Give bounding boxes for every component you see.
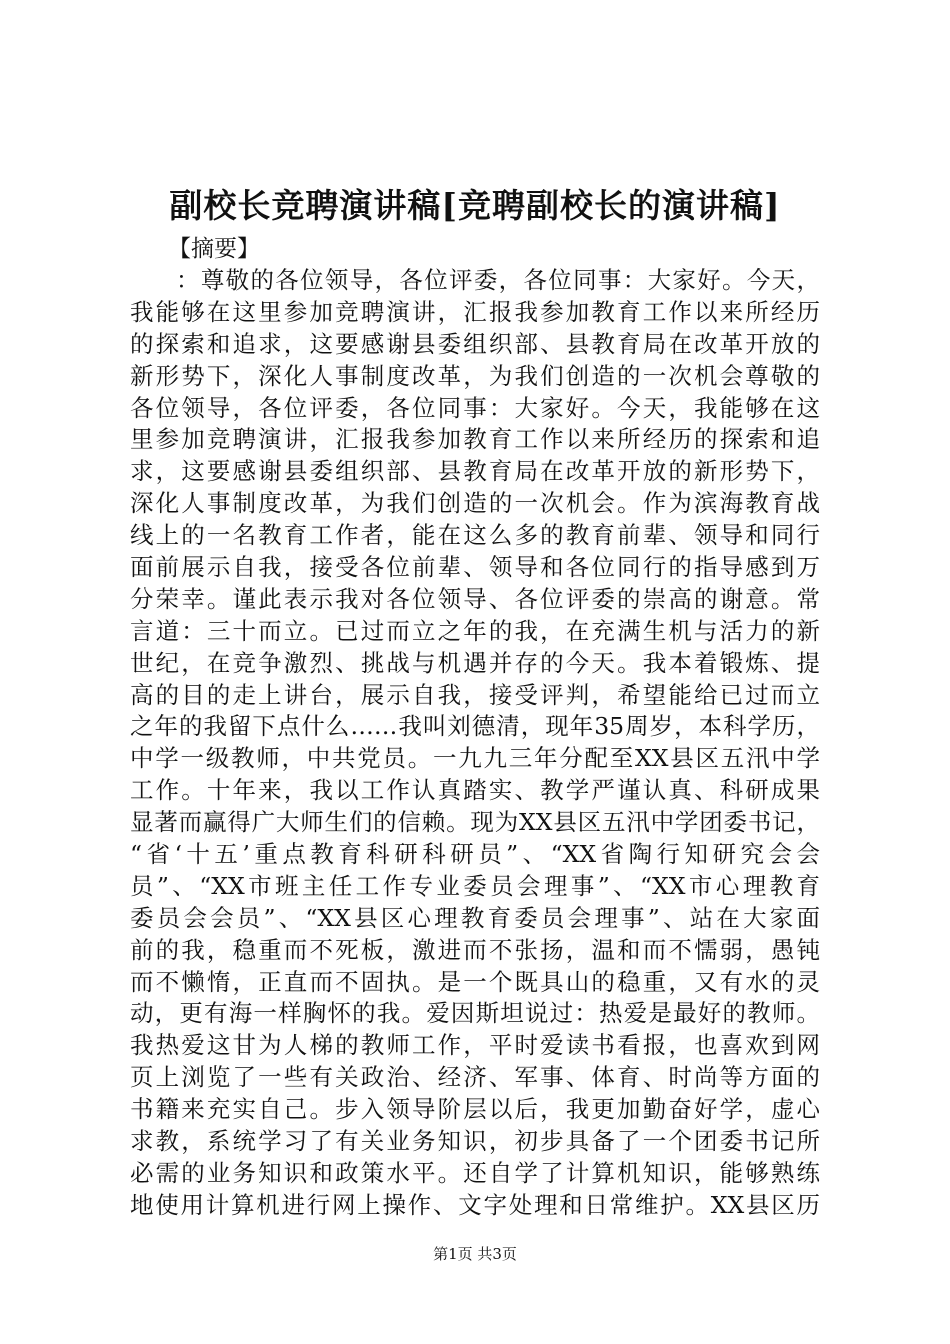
- body-line: 言道：三十而立。已过而立之年的我，在充满生机与活力的新: [130, 616, 820, 645]
- body-line: 必需的业务知识和政策水平。还自学了计算机知识，能够熟练: [130, 1158, 820, 1187]
- body-line: 而不懒惰，正直而不固执。是一个既具山的稳重，又有水的灵: [130, 967, 820, 996]
- body-line: 显著而赢得广大师生们的信赖。现为XX县区五汛中学团委书记，: [130, 808, 820, 837]
- body-text: [130, 265, 820, 1222]
- body-line: 书籍来充实自己。步入领导阶层以后，我更加勤奋好学，虚心: [130, 1095, 820, 1124]
- body-line: 新形势下，深化人事制度改革，为我们创造的一次机会尊敬的: [130, 361, 820, 390]
- body-line: 委员会会员”、“XX县区心理教育委员会理事”、站在大家面: [130, 903, 820, 932]
- body-line: 深化人事制度改革，为我们创造的一次机会。作为滨海教育战: [130, 489, 820, 518]
- body-line: 分荣幸。谨此表示我对各位领导、各位评委的崇高的谢意。常: [130, 584, 820, 613]
- body-line: 地使用计算机进行网上操作、文字处理和日常维护。XX县区历: [130, 1190, 820, 1219]
- body-line: 里参加竞聘演讲，汇报我参加教育工作以来所经历的探索和追: [130, 425, 820, 454]
- body-line: 高的目的走上讲台，展示自我，接受评判，希望能给已过而立: [130, 680, 820, 709]
- body-line: 我热爱这甘为人梯的教师工作，平时爱读书看报，也喜欢到网: [130, 1031, 820, 1060]
- body-line: 线上的一名教育工作者，能在这么多的教育前辈、领导和同行: [130, 521, 820, 550]
- body-line: ：尊敬的各位领导，各位评委，各位同事：大家好。今天，: [176, 266, 820, 294]
- abstract-label: 【摘要】: [168, 236, 260, 262]
- body-line: 面前展示自我，接受各位前辈、领导和各位同行的指导感到万: [130, 553, 820, 582]
- body-line: 工作。十年来，我以工作认真踏实、教学严谨认真、科研成果: [130, 776, 820, 805]
- body-line: 世纪，在竞争激烈、挑战与机遇并存的今天。我本着锻炼、提: [130, 648, 820, 677]
- body-line: “省‘十五’重点教育科研科研员”、“XX省陶行知研究会会: [130, 840, 820, 869]
- body-line: 中学一级教师，中共党员。一九九三年分配至XX县区五汛中学: [130, 744, 820, 773]
- body-line: 求，这要感谢县委组织部、县教育局在改革开放的新形势下，: [130, 457, 820, 486]
- body-line: 我能够在这里参加竞聘演讲，汇报我参加教育工作以来所经历: [130, 297, 820, 326]
- body-line: 动，更有海一样胸怀的我。爱因斯坦说过：热爱是最好的教师。: [130, 999, 820, 1028]
- page-indicator: 第1页 共3页: [433, 1245, 517, 1263]
- body-line: 前的我，稳重而不死板，激进而不张扬，温和而不懦弱，愚钝: [130, 935, 820, 964]
- body-line: 的探索和追求，这要感谢县委组织部、县教育局在改革开放的: [130, 329, 820, 358]
- body-line: 之年的我留下点什么……我叫刘德清，现年35周岁，本科学历，: [130, 712, 820, 741]
- document-title: 副校长竞聘演讲稿[竞聘副校长的演讲稿]: [169, 186, 781, 225]
- body-line: 页上浏览了一些有关政治、经济、军事、体育、时尚等方面的: [130, 1063, 820, 1092]
- body-line: 各位领导，各位评委，各位同事：大家好。今天，我能够在这: [130, 393, 820, 422]
- body-line: 求教，系统学习了有关业务知识，初步具备了一个团委书记所: [130, 1127, 820, 1156]
- body-line: 员”、“XX市班主任工作专业委员会理事”、“XX市心理教育: [130, 871, 820, 900]
